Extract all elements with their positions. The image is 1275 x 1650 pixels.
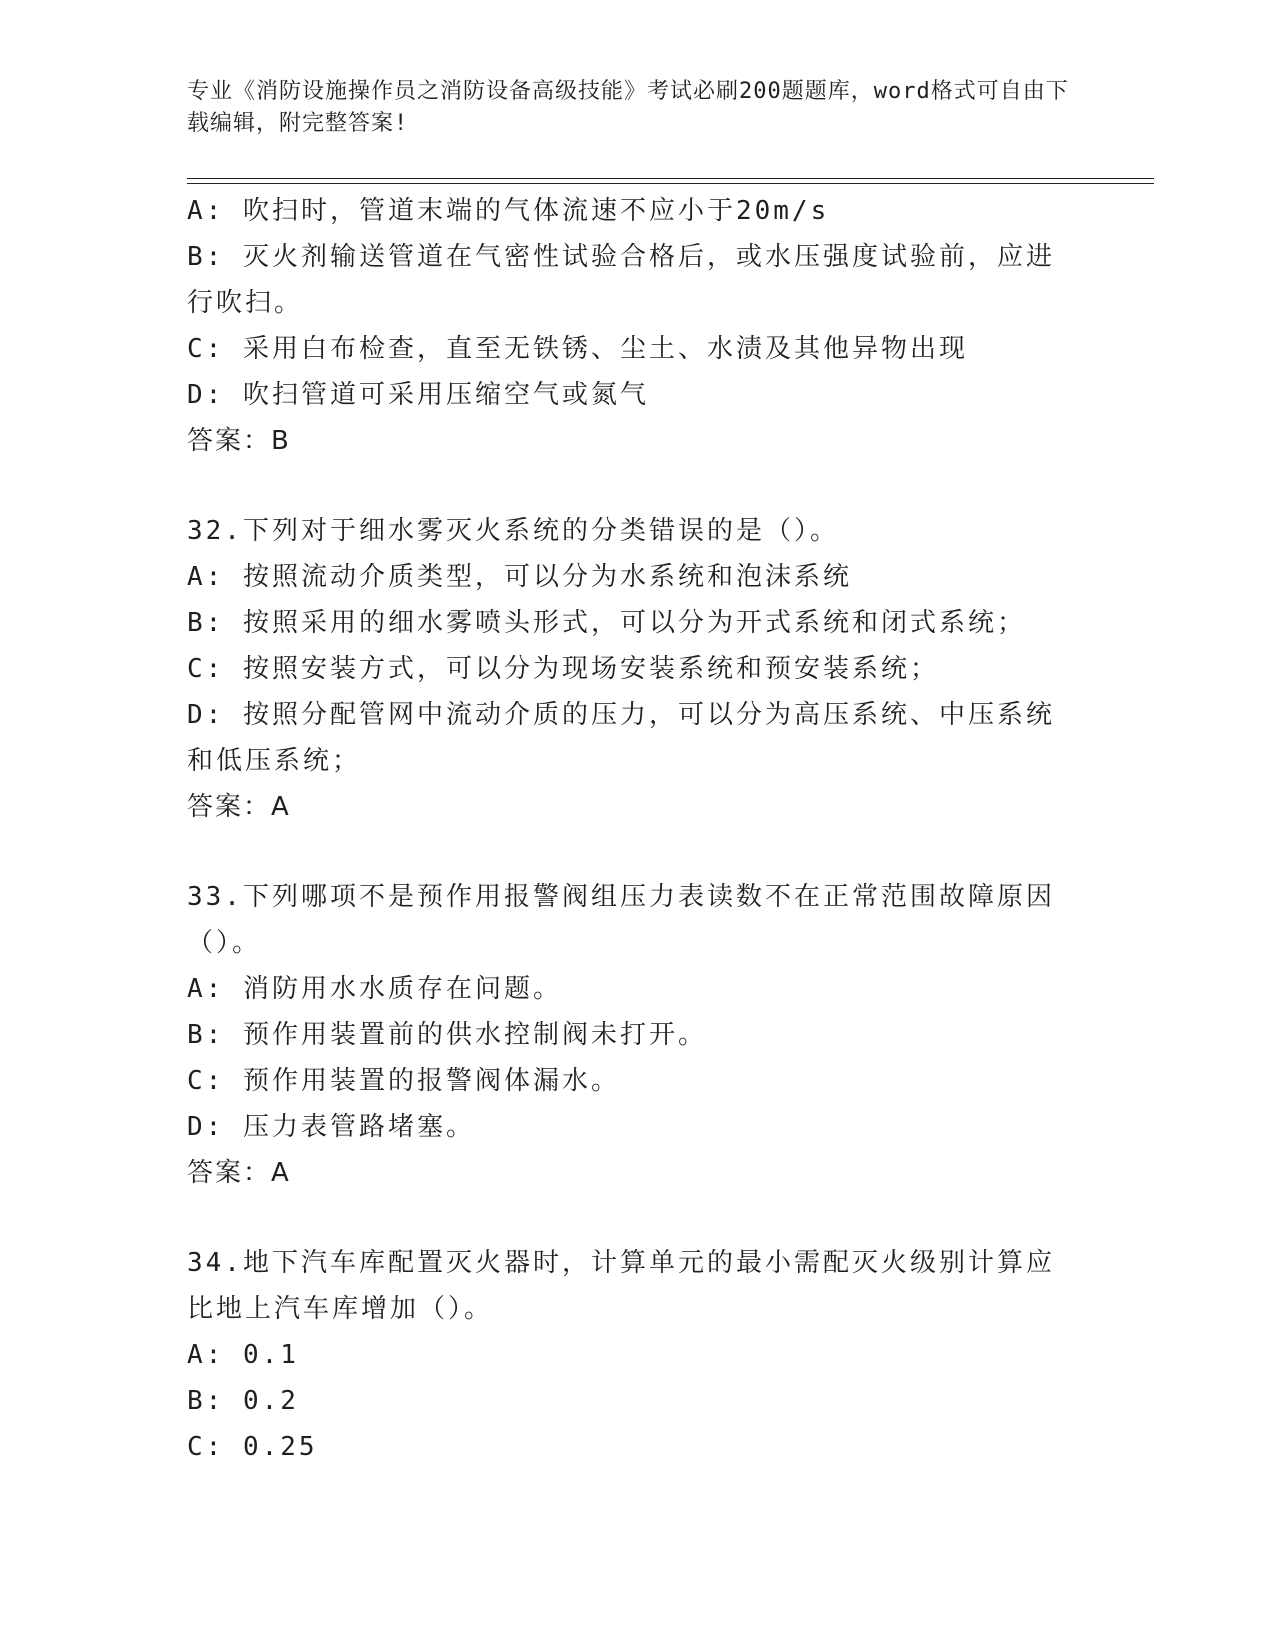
q34-option-c: C: 0.25: [187, 1432, 318, 1462]
document-header: 专业《消防设施操作员之消防设备高级技能》考试必刷200题题库，word格式可自由下载编辑，附完整答案!: [187, 79, 1069, 136]
header-divider-top: [187, 178, 1154, 179]
q33-question: 33.下列哪项不是预作用报警阀组压力表读数不在正常范围故障原因（）。: [187, 882, 1055, 958]
q33-answer: 答案：A: [187, 1158, 291, 1188]
q33-option-c: C: 预作用装置的报警阀体漏水。: [187, 1066, 620, 1096]
question-33-block: [187, 874, 1077, 1196]
q31-option-a: A: 吹扫时，管道末端的气体流速不应小于20m/s: [187, 196, 830, 226]
q34-option-a: A: 0.1: [187, 1340, 299, 1370]
spacer: [187, 1196, 1077, 1240]
q32-answer: 答案：A: [187, 792, 291, 822]
q32-option-a: A: 按照流动介质类型，可以分为水系统和泡沫系统: [187, 562, 852, 592]
q32-option-b: B: 按照采用的细水雾喷头形式，可以分为开式系统和闭式系统；: [187, 608, 1026, 638]
q34-question: 34.地下汽车库配置灭火器时，计算单元的最小需配灭火级别计算应比地上汽车库增加（）。: [187, 1248, 1055, 1324]
header-divider-bottom: [187, 183, 1154, 184]
q32-option-d: D: 按照分配管网中流动介质的压力，可以分为高压系统、中压系统和低压系统；: [187, 700, 1055, 776]
question-32-block: [187, 508, 1077, 830]
question-34-block: [187, 1240, 1077, 1470]
spacer: [187, 464, 1077, 508]
q31-option-c: C: 采用白布检查，直至无铁锈、尘土、水渍及其他异物出现: [187, 334, 968, 364]
spacer: [187, 830, 1077, 874]
q33-option-d: D: 压力表管路堵塞。: [187, 1112, 475, 1142]
document-body: [187, 188, 1077, 1470]
q34-option-b: B: 0.2: [187, 1386, 299, 1416]
question-31-block: [187, 188, 1077, 464]
q33-option-b: B: 预作用装置前的供水控制阀未打开。: [187, 1020, 707, 1050]
q33-option-a: A: 消防用水水质存在问题。: [187, 974, 562, 1004]
q32-option-c: C: 按照安装方式，可以分为现场安装系统和预安装系统；: [187, 654, 939, 684]
q31-option-b: B: 灭火剂输送管道在气密性试验合格后，或水压强度试验前，应进行吹扫。: [187, 242, 1055, 318]
q31-answer: 答案：B: [187, 426, 291, 456]
q32-question: 32.下列对于细水雾灭火系统的分类错误的是（）。: [187, 516, 839, 546]
q31-option-d: D: 吹扫管道可采用压缩空气或氮气: [187, 380, 649, 410]
